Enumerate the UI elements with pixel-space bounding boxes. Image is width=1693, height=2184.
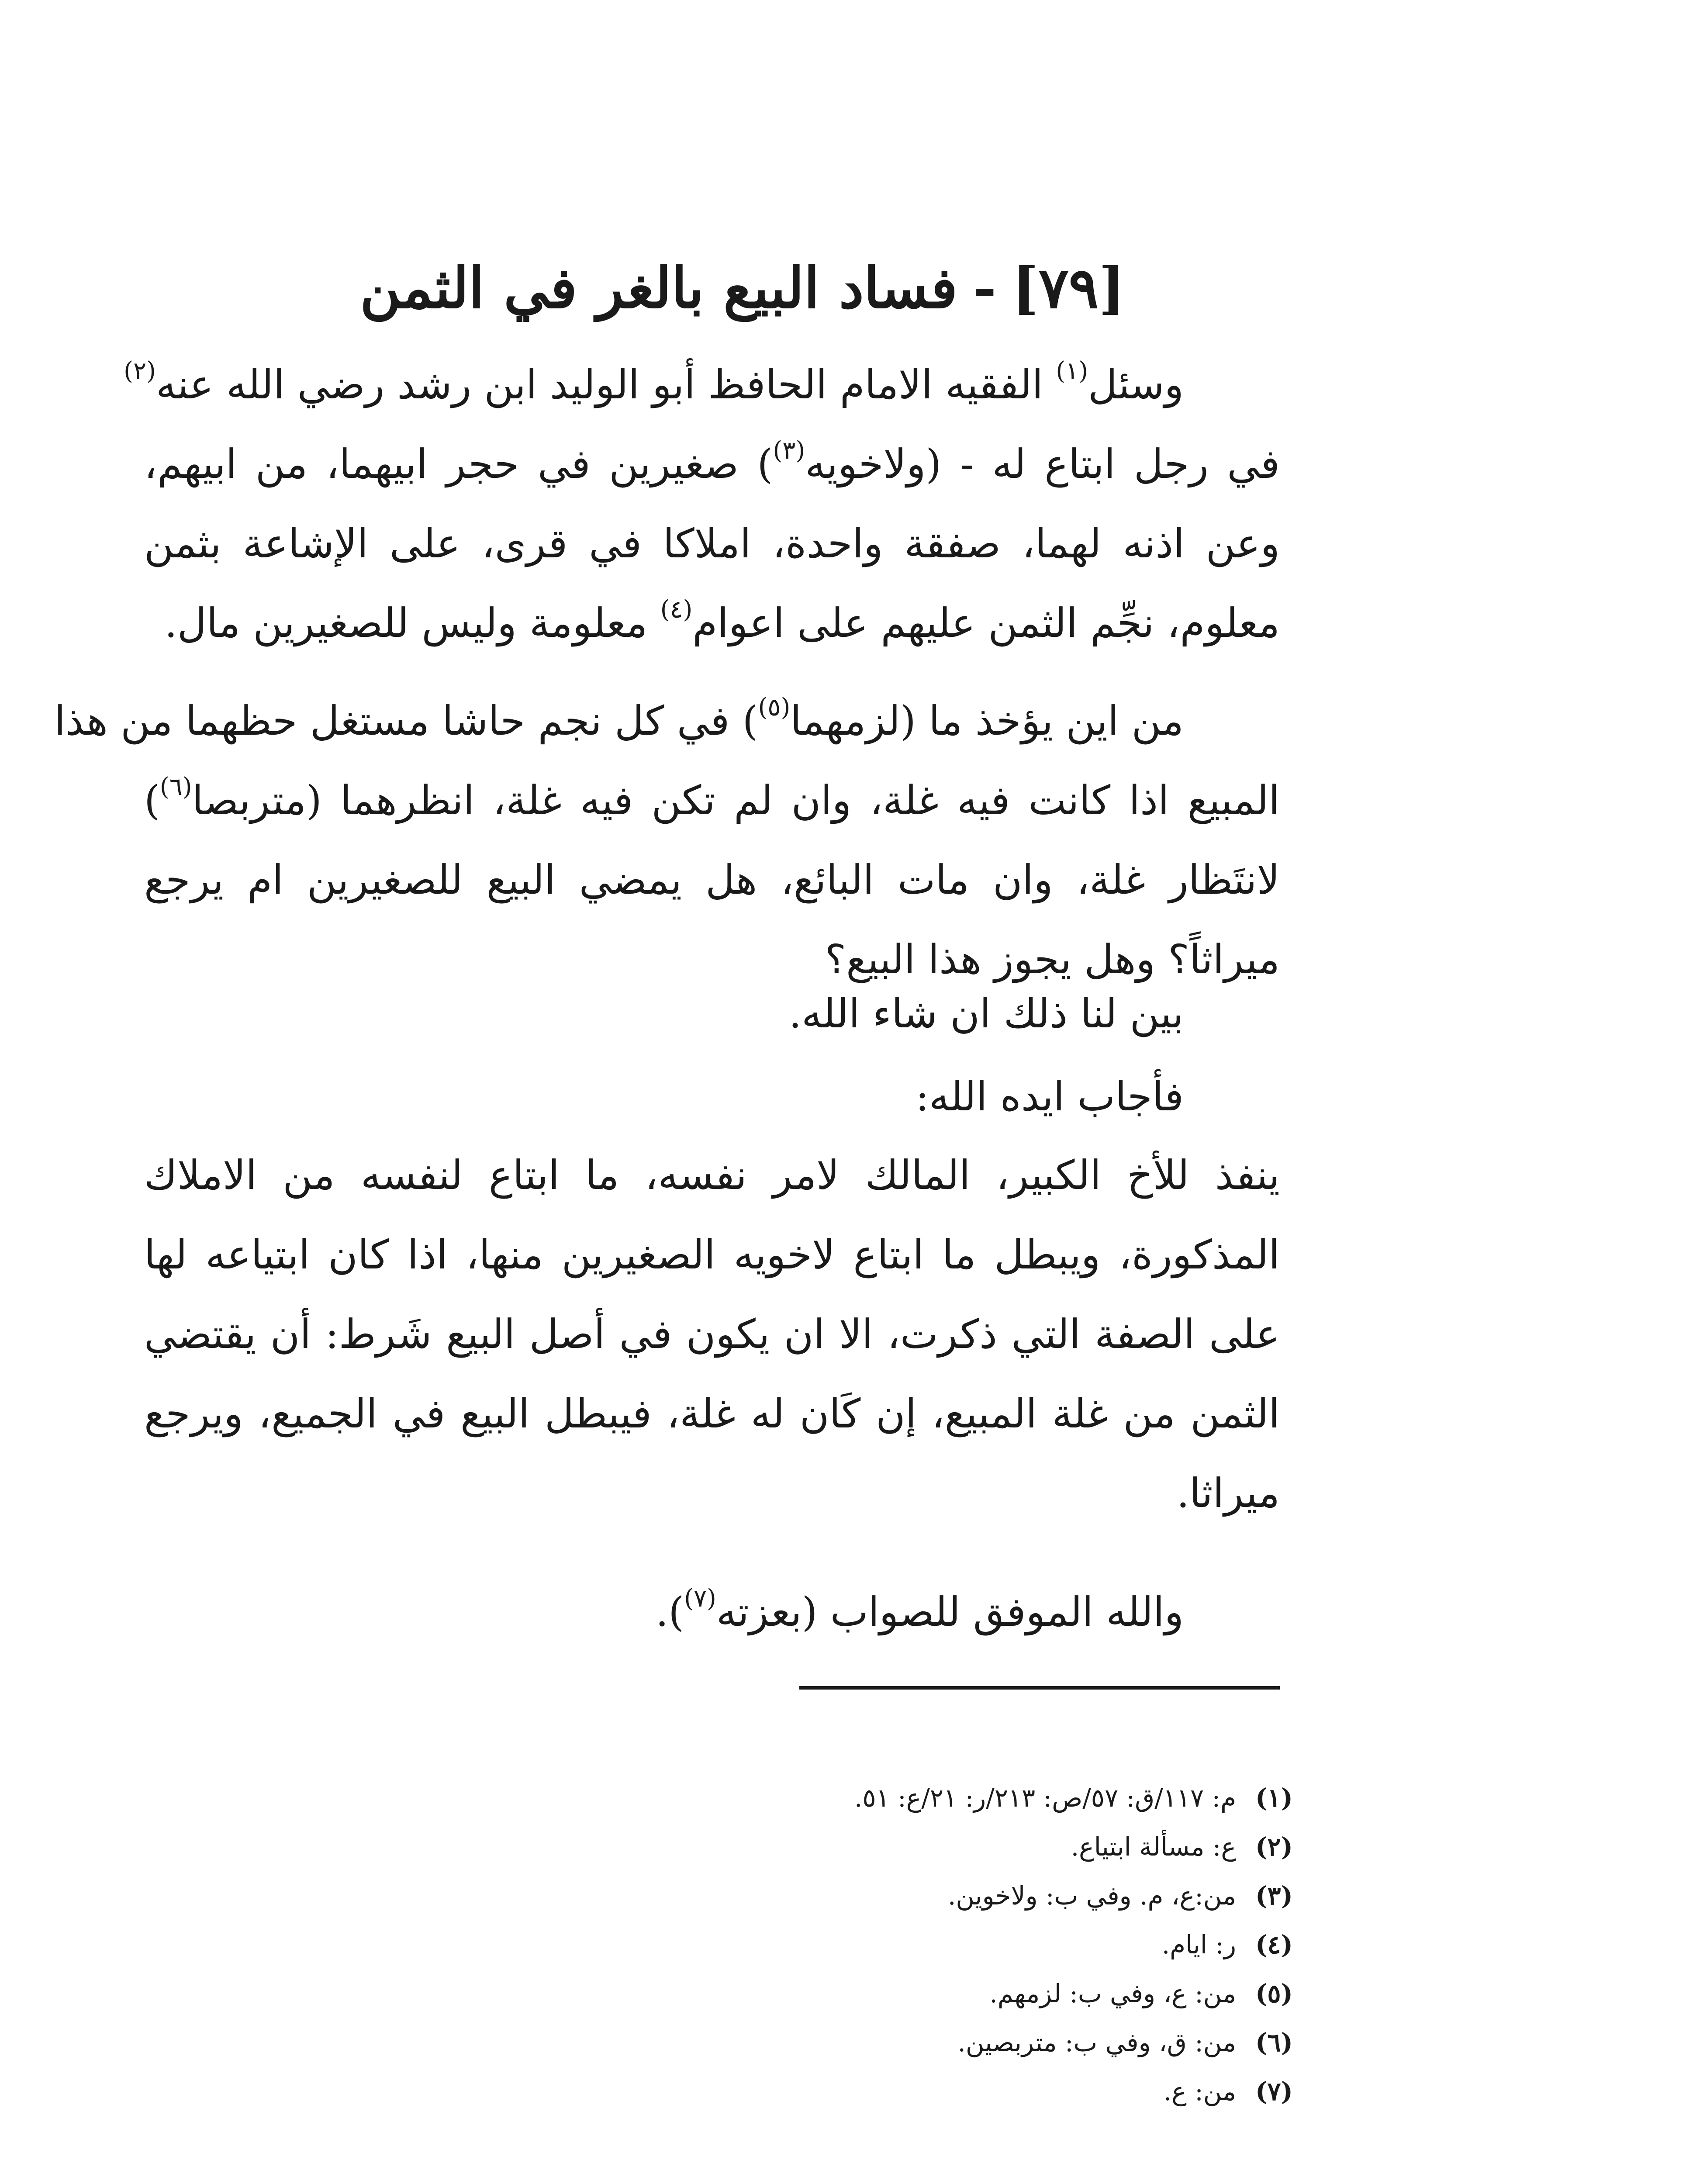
footnote-marker: (٤) — [660, 595, 693, 624]
section-title: فساد البيع بالغر في الثمن — [360, 256, 958, 321]
footnote-number: (٣) — [1255, 1881, 1293, 1911]
text-line: في رجل ابتاع له - (ولاخويه$^{(٣)}$) صغيرين في حجر ابيهما، من ابيهم، — [144, 436, 1280, 487]
footnote-number: (٤) — [1255, 1930, 1293, 1959]
closing-line — [144, 1572, 1280, 1652]
text-line: المذكورة، ويبطل ما ابتاع لاخويه الصغيرين منها، اذا كان ابتياعه لها — [144, 1231, 1280, 1278]
footnote — [612, 1969, 1293, 2018]
footnote-number: (١) — [1255, 1783, 1293, 1813]
footnote-text: ع: مسألة ابتياع. — [1071, 1832, 1236, 1862]
request-line — [144, 974, 1280, 1054]
footnote — [612, 2067, 1293, 2116]
footnote-text: ر: ايام. — [1161, 1930, 1236, 1959]
footnote — [612, 1822, 1293, 1871]
footnote-marker: (٢) — [124, 357, 156, 385]
footnote-marker: (٦) — [159, 773, 192, 801]
footnote-marker: (٣) — [773, 436, 805, 465]
footnote-divider — [799, 1686, 1280, 1690]
footnote-text: من: ع، وفي ب: لزمهم. — [989, 1979, 1236, 2008]
footnote — [612, 2018, 1293, 2067]
footnote — [612, 1920, 1293, 1969]
footnote-text: من: ع. — [1163, 2077, 1236, 2106]
text-line: على الصفة التي ذكرت، الا ان يكون في أصل البيع شَرط: أن يقتضي — [144, 1311, 1280, 1358]
text-line: ميراثا. — [1176, 1470, 1280, 1517]
footnote — [612, 1773, 1293, 1822]
text-line: بين لنا ذلك ان شاء الله. — [788, 990, 1184, 1037]
text-line: وسئل$^{(١)}$ الفقيه الامام الحافظ أبو الوليد ابن رشد رضي الله عنه$^{(٢)}$ — [124, 357, 1184, 408]
page-number — [655, 2175, 874, 2184]
text-line: فأجاب ايده الله: — [915, 1073, 1184, 1120]
heading-dash: - — [973, 256, 997, 321]
footnote-text: من: ق، وفي ب: متربصين. — [957, 2028, 1236, 2057]
footnote-marker: (٧) — [684, 1584, 716, 1613]
section-heading — [306, 245, 1179, 332]
footnotes — [612, 1773, 1293, 2116]
text-line: من اين يؤخذ ما (لزمهما$^{(٥)}$) في كل نجم حاشا مستغل حظهما من هذا — [54, 693, 1184, 744]
question-paragraph — [124, 345, 1280, 663]
footnote-number: (٦) — [1255, 2028, 1293, 2057]
footnote-number: (٧) — [1255, 2077, 1293, 2106]
answer-intro — [144, 1057, 1280, 1137]
section-number: [٧٩] — [1012, 256, 1125, 321]
footnote-text: من:ع، م. وفي ب: ولاخوين. — [947, 1881, 1236, 1911]
footnote-text: م: ١١٧/ق: ٥٧/ص: ٢١٣/ر: ٢١/ع: ٥١. — [854, 1783, 1236, 1813]
footnote-marker: (٥) — [758, 693, 791, 722]
answer-paragraph — [144, 1136, 1280, 1533]
text-line: والله الموفق للصواب (بعزته$^{(٧)}$). — [655, 1584, 1184, 1635]
text-line: لانتَظار غلة، وان مات البائع، هل يمضي البيع للصغيرين ام يرجع — [144, 857, 1280, 903]
footnote-number: (٥) — [1255, 1979, 1293, 2008]
text-line: الثمن من غلة المبيع، إن كَان له غلة، فيبطل البيع في الجميع، ويرجع — [144, 1390, 1280, 1437]
footnote-number: (٢) — [1255, 1832, 1293, 1862]
footnote — [612, 1871, 1293, 1920]
text-line: معلوم، نجِّم الثمن عليهم على اعوام$^{(٤)}$ معلومة وليس للصغيرين مال. — [164, 595, 1280, 646]
text-line: المبيع اذا كانت فيه غلة، وان لم تكن فيه غلة، انظرهما (متربصا$^{(٦)}$) — [144, 773, 1280, 824]
footnote-marker: (١) — [1056, 357, 1088, 385]
question-continuation — [54, 681, 1280, 999]
text-line: وعن اذنه لهما، صفقة واحدة، املاكا في قرى، على الإشاعة بثمن — [144, 520, 1280, 567]
text-line: ينفذ للأخ الكبير، المالك لامر نفسه، ما ابتاع لنفسه من الاملاك — [144, 1152, 1280, 1199]
text-line: ميراثاً؟ وهل يجوز هذا البيع؟ — [825, 936, 1280, 983]
